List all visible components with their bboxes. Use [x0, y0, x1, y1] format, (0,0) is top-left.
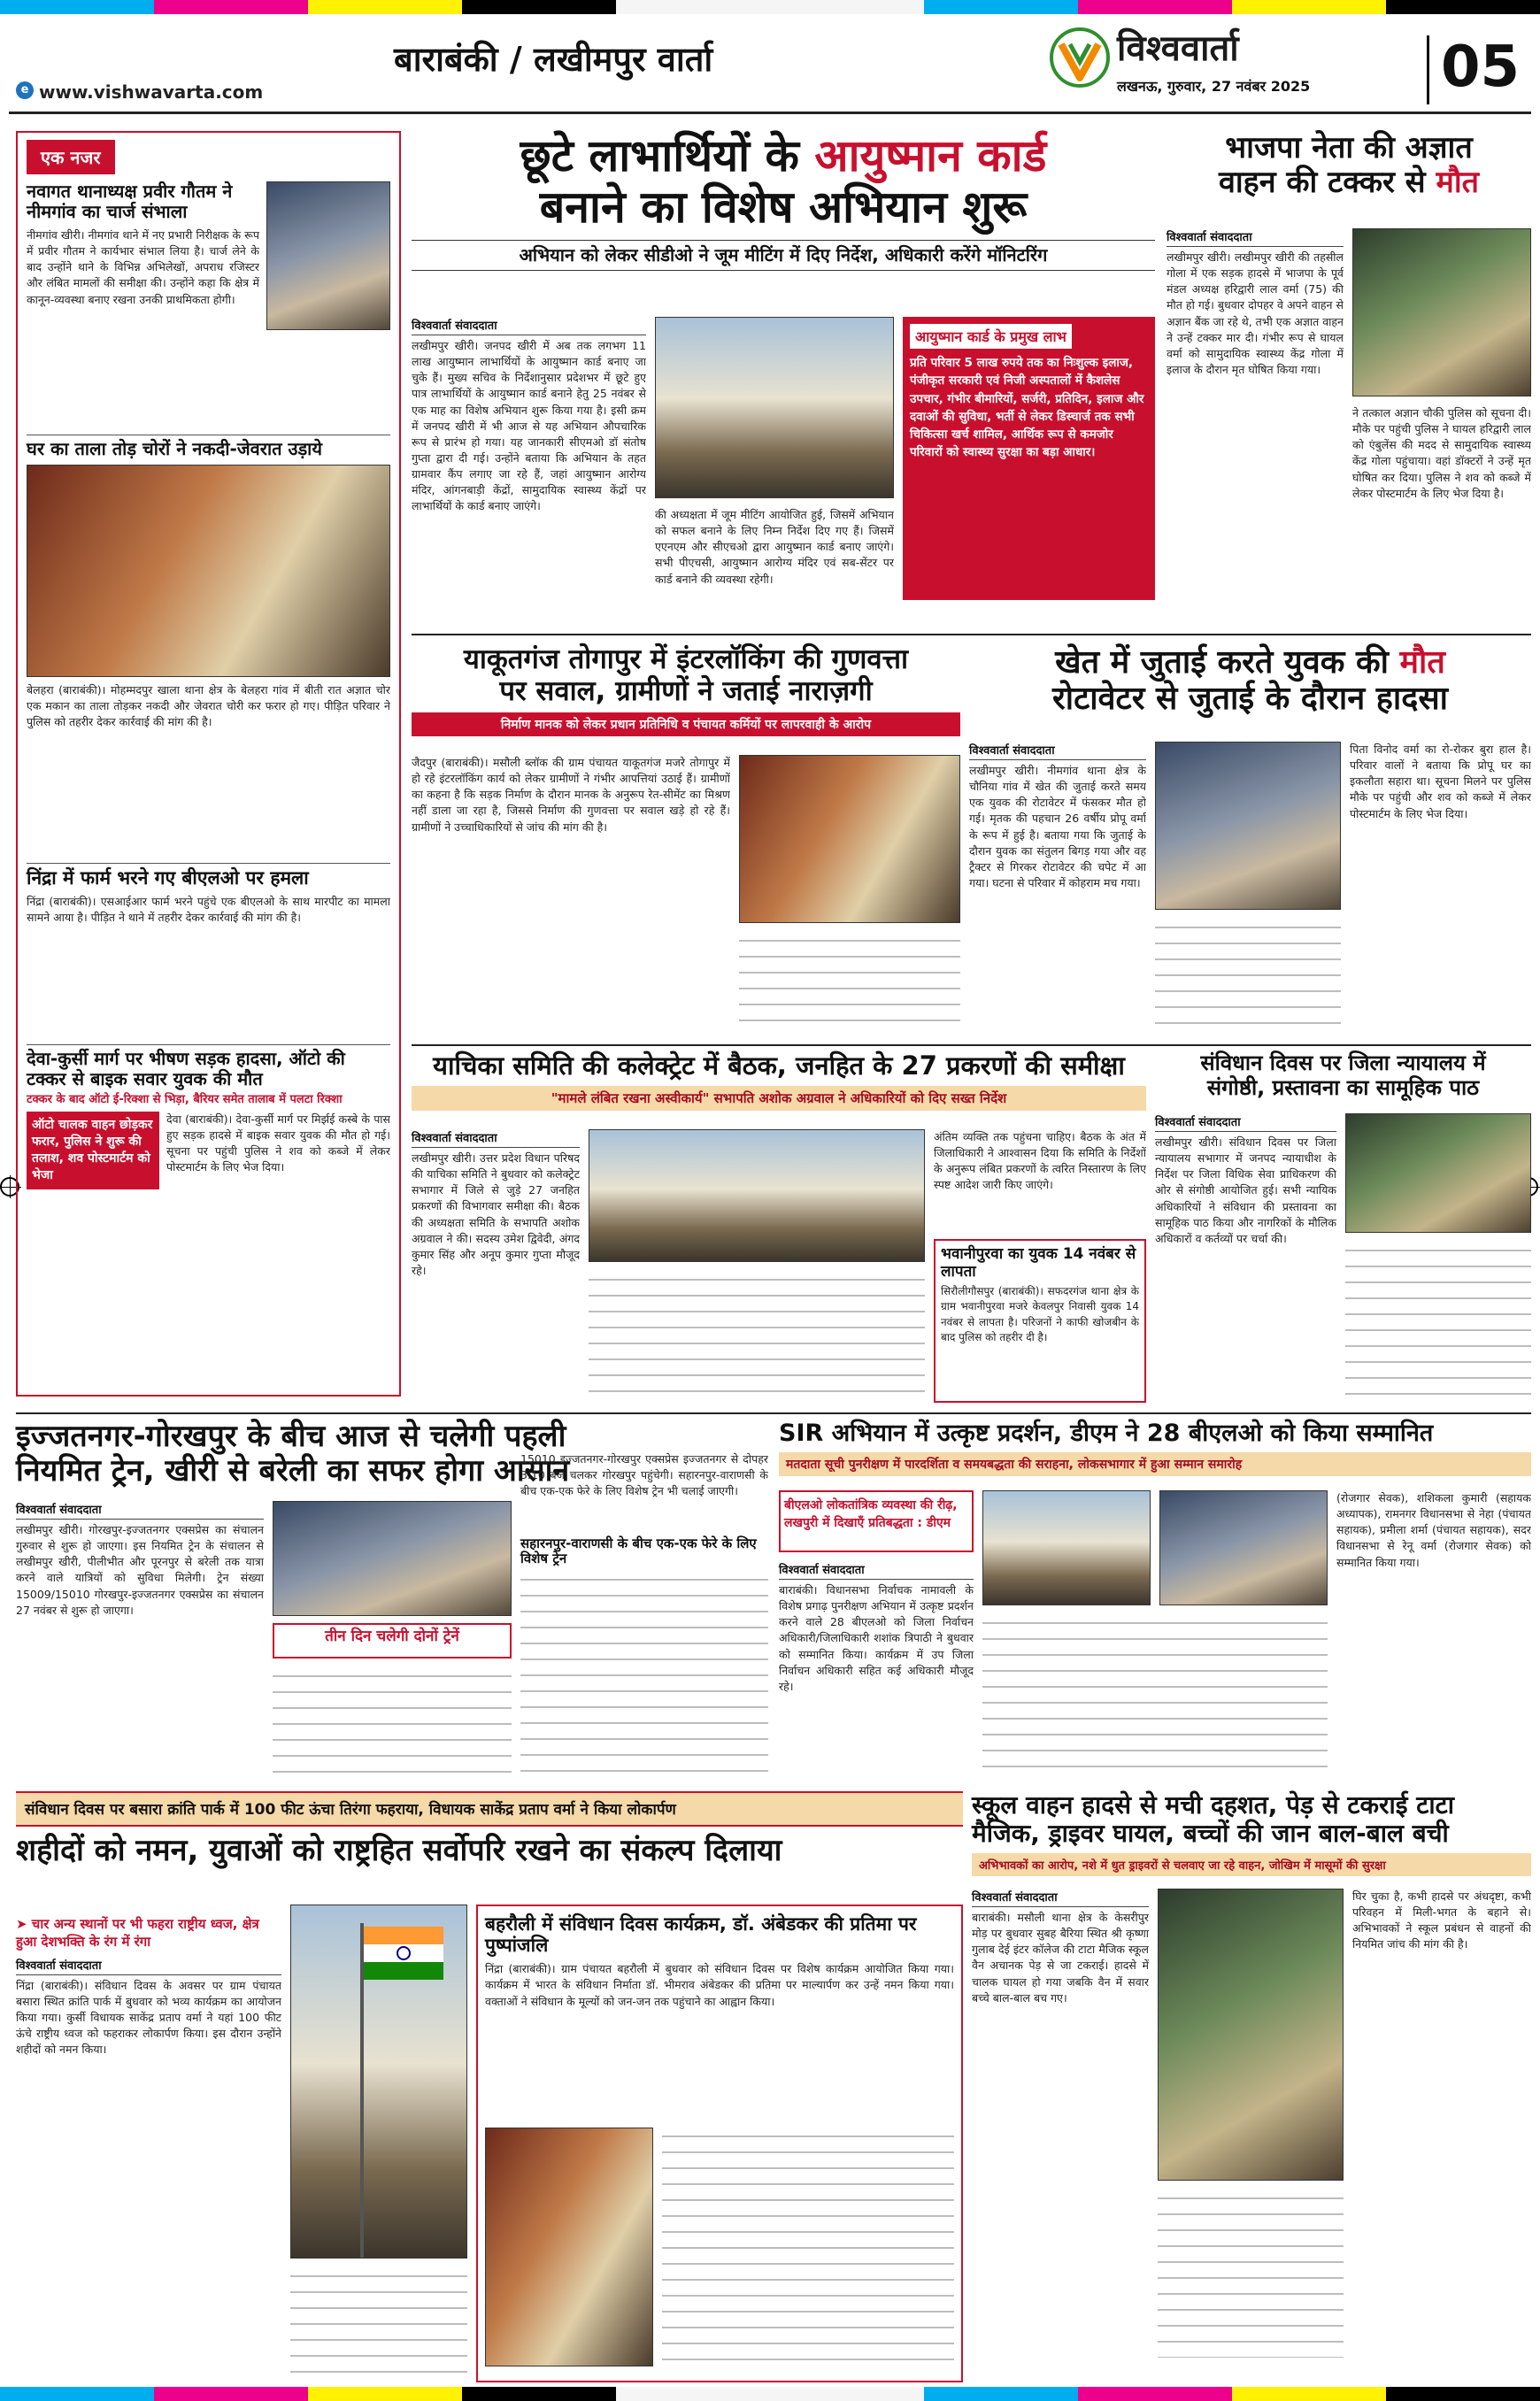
story1-body: नीमगांव खीरी। नीमगांव थाने में नए प्रभारी निरीक्षक के रूप में प्रवीर गौतम ने कार्यभार संभाल लिया है। चार्ज लेने के बाद उन्होंने थाने के विभिन्न अभिलेखों, अपराध रजिस्टर और लंबित मामलों की समीक्षा की। उन्होंने कहा कि क्षेत्र में कानून-व्यवस्था बनाए रखना उनकी प्राथमिकता होगी।	[27, 228, 259, 306]
lead-col3-body: की अध्यक्षता में जूम मीटिंग आयोजित हुई, जिसमें अभियान को सफल बनाने के लिए निम्न निर्देश दिए गए हैं। जिसमें एएनएम और सीएचओ द्वारा आयुष्मान कार्ड बनाए जाएंगे। सभी पीएचसी, आयुष्मान आरोग्य मंदिर एवं सब-सेंटर पर कार्ड बनाने की व्यवस्था रहेगी।	[655, 508, 894, 586]
bjp-headline-part2: वाहन की टक्कर से	[1218, 165, 1436, 201]
school-van-mid-text	[1158, 2189, 1344, 2358]
ek-nazar-label: एक नजर	[27, 140, 115, 174]
top-color-bar	[0, 0, 1540, 14]
rotavator-headline-line2: रोटावेटर से जुताई के दौरान हादसा	[1052, 681, 1448, 718]
lead-subhead: अभियान को लेकर सीडीओ ने जूम मीटिंग में दिए निर्देश, अधिकारी करेंगे मॉनिटरिंग	[412, 240, 1155, 271]
court-body: लखीमपुर खीरी। संविधान दिवस पर जिला न्यायालय सभागार में जनपद न्यायाधीश के निर्देश पर जिला विधिक सेवा प्राधिकरण की ओर से संगोष्ठी आयोजित हुई। सभी न्यायिक अधिकारियों ने संविधान की प्रस्तावना का सामूहिक पाठ किया और नागरिकों के मौलिक अधिकारों व कर्तव्यों पर चर्चा की।	[1155, 1135, 1336, 1245]
story3-body: निंद्रा (बाराबंकी)। एसआईआर फार्म भरने पहुंचे एक बीएलओ के साथ मारपीट का मामला सामने आया है। पीड़ित ने थाने में तहरीर देकर कार्रवाई की मांग की है।	[27, 895, 390, 925]
sir-headline: SIR अभियान में उत्कृष्ट प्रदर्शन, डीएम ने 28 बीएलओ को किया सम्मानित	[779, 1420, 1434, 1447]
sir-byline: विश्ववार्ता संवाददाता	[779, 1561, 974, 1580]
bjp-headline-highlight: मौत	[1436, 165, 1480, 201]
train-body: लखीमपुर खीरी। गोरखपुर-इज्जतनगर एक्सप्रेस का संचालन गुरुवार से शुरू हो जाएगा। इस नियमित ट्रेन के संचालन से लखीमपुर खीरी, पीलीभीत और पूरनपुर से बरेली तक यात्रा करने वाले यात्रियों को सुविधा मिलेगी। ट्रेन संख्या 15009/15010 गोरखपुर-इज्जतनगर एक्सप्रेस का संचालन 27 नवंबर से शुरू हो जाएगा।	[16, 1523, 264, 1617]
ambedkar-headline: बहरौली में संविधान दिवस कार्यक्रम, डॉ. अंबेडकर की प्रतिमा पर पुष्पांजलि	[485, 1913, 917, 1957]
brand-logo	[1049, 27, 1111, 88]
lead-headline-part1: छूटे लाभार्थियों के	[520, 130, 815, 181]
yachika-mid-text	[589, 1271, 925, 1399]
story4-kicker: टक्कर के बाद ऑटो ई-रिक्शा से भिड़ा, बैरियर समेत तालाब में पलटा रिक्शा	[27, 1093, 343, 1107]
bjp-headline-part1: भाजपा नेता की अज्ञात	[1225, 130, 1473, 165]
ambedkar-body: निंद्रा (बाराबंकी)। ग्राम पंचायत बहरौली में बुधवार को संविधान दिवस पर विशेष कार्यक्रम आयोजित किया गया। कार्यक्रम में भारत के संविधान निर्माता डॉ. भीमराव अंबेडकर की प्रतिमा पर माल्यार्पण कर उन्हें नमन किया गया। वक्ताओं ने संविधान के मूल्यों को जन-जन तक पहुंचाने का आह्वान किया।	[485, 1962, 954, 2008]
yachika-photo	[589, 1129, 925, 1262]
rotavator-headline	[969, 644, 1531, 718]
yachika-col1	[412, 1129, 580, 1403]
rotavator-headline-highlight: मौत	[1399, 644, 1445, 681]
school-van-redbar: अभिभावकों का आरोप, नशे में धुत ड्राइवरों से चलवाए जा रहे वाहन, जोखिम में मासूमों की सुरक्षा	[972, 1853, 1531, 1876]
flag-photo	[290, 1905, 467, 2259]
lead-body: लखीमपुर खीरी। जनपद खीरी में अब तक लगभग 11 लाख आयुष्मान लाभार्थियों के आयुष्मान कार्ड बनाए जा चुके हैं। मुख्य सचिव के निर्देशानुसार प्रदेशभर में छूटे हुए पात्र लाभार्थियों के आयुष्मान कार्ड बनाने हेतु 25 नवंबर से एक माह का विशेष अभियान शुरू किया गया है। इसी क्रम में जनपद खीरी में भी आज से यह अभियान औपचारिक रूप से प्रारंभ हो गया। यह जानकारी सीएमओ डॉ संतोष गुप्ता द्वारा दी गई। उन्होंने बताया कि अभियान के तहत ग्रामवार कैंप लगाए जा रहे हैं, जहां आयुष्मान आरोग्य मंदिर, आंगनबाड़ी केंद्रों, सामुदायिक स्वास्थ्य केंद्रों पर लाभार्थियों के कार्ड बनाए जाएंगे।	[412, 339, 646, 513]
story2-body: बेलहरा (बाराबंकी)। मोहम्मदपुर खाला थाना क्षेत्र के बेलहरा गांव में बीती रात अज्ञात चोर एक मकान का ताला तोड़कर नकदी और जेवरात चोरी कर फरार हो गए। पीड़ित परिवार ने पुलिस को तहरीर देकर कार्रवाई की मांग की है।	[27, 683, 390, 729]
school-van-headline-line2: मैजिक, ड्राइवर घायल, बच्चों की जान बाल-बाल बची	[972, 1819, 1449, 1849]
lead-photo	[655, 317, 894, 498]
dateline: लखनऊ, गुरुवार, 27 नवंबर 2025	[1117, 78, 1311, 95]
ambedkar-box	[476, 1905, 963, 2382]
yachika-body2: अंतिम व्यक्ति तक पहुंचना चाहिए। बैठक के अंत में जिलाधिकारी ने आश्वासन दिया कि समिति के निर्देशों के अनुरूप लंबित प्रकरणों के त्वरित निस्तारण के लिए स्पष्ट आदेश जारी किए जाएंगे।	[934, 1130, 1146, 1192]
school-van-col1	[972, 1889, 1149, 2379]
story4-headline: देवा-कुर्सी मार्ग पर भीषण सड़क हादसा, ऑटो की टक्कर से बाइक सवार युवक की मौत	[27, 1048, 345, 1090]
court-byline: विश्ववार्ता संवाददाता	[1155, 1113, 1336, 1132]
train-headline-line2: नियमित ट्रेन, खीरी से बरेली का सफर होगा आसान	[16, 1453, 570, 1489]
train-box2-title: सहारनपुर-वाराणसी के बीच एक-एक फेरे के लिए विशेष ट्रेन	[520, 1535, 757, 1567]
rotavator-headline-part1: खेत में जुताई करते युवक की	[1055, 644, 1400, 681]
togapur-headline-line1: याकूतगंज तोगापुर में इंटरलॉकिंग की गुणवत्ता	[463, 643, 909, 675]
brand-name: विश्ववार्ता	[1117, 28, 1239, 69]
burglary-photo	[27, 465, 390, 677]
school-van-headline	[972, 1791, 1531, 1848]
bjp-headline	[1167, 131, 1531, 200]
togapur-photo	[739, 755, 960, 923]
train-byline: विश्ववार्ता संवाददाता	[16, 1501, 264, 1520]
rotavator-body2: पिता विनोद वर्मा का रो-रोकर बुरा हाल है। परिवार वालों ने बताया कि प्रोपू घर का इकलौता सहारा था। सूचना मिलने पर पुलिस मौके पर पहुंची और शव को कब्जे में लेकर पोस्टमार्टम के लिए भेज दिया।	[1350, 743, 1531, 820]
rotavator-photo	[1155, 742, 1341, 910]
train-box	[273, 1623, 512, 1658]
ambedkar-photo	[485, 2128, 653, 2366]
togapur-headline	[412, 644, 960, 707]
train-headline-line1: इज्जतनगर-गोरखपुर के बीच आज से चलेगी पहली	[16, 1419, 566, 1454]
missing-body: सिरौलीगौसपुर (बाराबंकी)। सफदरगंज थाना क्षेत्र के ग्राम भवानीपुरवा मजरे केवलपुर निवासी युवक 14 नवंबर से लापता है। परिजनों ने काफी खोजबीन के बाद पुलिस को तहरीर दी है।	[941, 1285, 1139, 1344]
sir-body: बाराबंकी। विधानसभा निर्वाचक नामावली के विशेष प्रगाढ़ पुनरीक्षण अभियान में उत्कृष्ट प्रदर्शन करने वाले 28 बीएलओ को जिला निर्वाचन अधिकारी/जिलाधिकारी शशांक त्रिपाठी ने बुधवार को सम्मानित किया। कार्यक्रम में उप जिला निर्वाचन अधिकारी सहित कई अधिकारी मौजूद रहे।	[779, 1583, 974, 1693]
court-headline-line1: संविधान दिवस पर जिला न्यायालय में	[1200, 1050, 1486, 1075]
court-headline-line2: संगोष्ठी, प्रस्तावना का सामूहिक पाठ	[1206, 1074, 1480, 1100]
bottom-color-bar	[0, 2387, 1540, 2401]
yachika-body: लखीमपुर खीरी। उत्तर प्रदेश विधान परिषद की याचिका समिति ने बुधवार को कलेक्ट्रेट सभागार में जिले से जुड़े 27 जनहित प्रकरणों की विभागवार समीक्षा की। बैठक की अध्यक्षता समिति के सभापति अशोक अग्रवाल ने की। सदस्य उमेश द्विवेदी, अंगद कुमार सिंह और अनूप कुमार गुप्ता मौजूद रहे।	[412, 1151, 580, 1277]
bjp-story	[1167, 131, 1531, 627]
yachika-redbar: "मामले लंबित रखना अस्वीकार्य" सभापति अशोक अग्रवाल ने अधिकारियों को दिए सख्त निर्देश	[412, 1086, 1146, 1111]
sir-photo-1	[982, 1490, 1151, 1605]
rotavator-byline: विश्ववार्ता संवाददाता	[969, 742, 1146, 760]
rotavator-story	[969, 644, 1531, 1038]
shaheed-bullet-text: चार अन्य स्थानों पर भी फहरा राष्ट्रीय ध्वज, क्षेत्र हुआ देशभक्ति के रंग में रंगा	[16, 1916, 259, 1951]
lead-headline-highlight: आयुष्मान कार्ड	[814, 130, 1047, 181]
school-van-story	[972, 1791, 1531, 2391]
train-col1	[16, 1501, 264, 1779]
lead-info-box	[903, 317, 1155, 600]
yachika-story	[412, 1051, 1146, 1405]
bjp-body: लखीमपुर खीरी। लखीमपुर खीरी की तहसील गोला में एक सड़क हादसे में भाजपा के पूर्व मंडल अध्यक्ष हरिद्वारी लाल वर्मा (75) की मौत हो गई। बुधवार दोपहर वे अपने वाहन से अज्ञान बैंक जा रहे थे, तभी एक अज्ञात वाहन ने उन्हें टक्कर मार दी। गंभीर रूप से घायल वर्मा को सामुदायिक स्वास्थ्य केंद्र गोला में इलाज के दौरान मृत घोषित किया गया।	[1167, 250, 1344, 376]
masthead-rule	[9, 112, 1531, 114]
train-story	[16, 1420, 768, 1782]
sir-photo-2	[1159, 1490, 1328, 1605]
sho-photo	[266, 181, 390, 330]
train-col2-text	[273, 1667, 512, 1774]
shaheed-byline: विश्ववार्ता संवाददाता	[16, 1957, 281, 1975]
train-col3-text	[520, 1571, 768, 1774]
train-box-title: तीन दिन चलेगी दोनों ट्रेनें	[325, 1628, 459, 1645]
sir-quote-text: बीएलओ लोकतांत्रिक व्यवस्था की रीढ़, लखपुरी में दिखाएँ प्रतिबद्धता : डीएम	[784, 1498, 958, 1531]
story3-headline: निंद्रा में फार्म भरने गए बीएलओ पर हमला	[27, 867, 309, 889]
court-photo	[1345, 1113, 1531, 1233]
togapur-body: जैदपुर (बाराबंकी)। मसौली ब्लॉक की ग्राम पंचायत याकूतगंज मजरे तोगापुर में हो रहे इंटरलॉकिंग कार्य को लेकर ग्रामीणों ने गंभीर आपत्तियां उठाई हैं। ग्रामीणों का कहना है कि सड़क निर्माण के दौरान मानक के अनुरूप रेत-सीमेंट का मिश्रण नहीं डाला जा रहा है, जिससे निर्माण की गुणवत्ता पर सवाल खड़े हो रहे हैं। ग्रामीणों ने उच्चाधिकारियों से जांच की मांग की है।	[412, 756, 730, 834]
court-story	[1155, 1051, 1531, 1405]
togapur-headline-line2: पर सवाल, ग्रामीणों ने जताई नाराज़गी	[499, 674, 873, 707]
bjp-col1	[1167, 228, 1344, 621]
train-col3	[520, 1451, 768, 1774]
lead-headline	[412, 131, 1155, 233]
rotavator-body: लखीमपुर खीरी। नीमगांव थाना क्षेत्र के चौनिया गांव में खेत की जुताई करते समय एक युवक की रोटावेटर में फंसकर मौत हो गई। मृतक की पहचान 26 वर्षीय प्रोपू वर्मा के रूप में हुई है। बताया गया कि जुताई के दौरान युवक का संतुलन बिगड़ गया और वह ट्रैक्टर से गिरकर रोटावेटर की चपेट में आ गया। घटना से परिवार में कोहराम मच गया।	[969, 764, 1146, 889]
sir-mid-text	[982, 1614, 1328, 1774]
ek-nazar-column	[16, 131, 401, 1397]
sir-story	[779, 1420, 1531, 1782]
lead-story	[412, 131, 1155, 627]
flag-icon	[291, 1905, 467, 2259]
train-body2: 15010 इज्जतनगर-गोरखपुर एक्सप्रेस इज्जतनगर से दोपहर 3.10 बजे चलकर गोरखपुर पहुंचेगी। सहारनपुर-वाराणसी के बीच एक-एक फेरे के लिए विशेष ट्रेन भी चलाई जाएगी।	[520, 1452, 768, 1498]
yachika-headline: याचिका समिति की कलेक्ट्रेट में बैठक, जनहित के 27 प्रकरणों की समीक्षा	[433, 1050, 1125, 1081]
court-col1	[1155, 1113, 1336, 1400]
shaheed-bullet: ➤ चार अन्य स्थानों पर भी फहरा राष्ट्रीय ध्वज, क्षेत्र हुआ देशभक्ति के रंग में रंगा	[16, 1916, 259, 1951]
school-van-body2: घिर चुका है, कभी हादसे पर अंधदृष्टा, कभी परिवहन में मिली-भगत के बहाने से। अभिभावकों ने स्कूल प्रबंधन से वाहनों की नियमित जांच की मांग की है।	[1352, 1889, 1531, 1951]
story2-headline: घर का ताला तोड़ चोरों ने नकदी-जेवरात उड़ाये	[27, 438, 322, 459]
sir-col1	[779, 1561, 974, 1777]
school-van-byline: विश्ववार्ता संवाददाता	[972, 1889, 1149, 1907]
website-icon: e	[16, 81, 34, 99]
court-headline	[1155, 1051, 1531, 1100]
bjp-byline: विश्ववार्ता संवाददाता	[1167, 228, 1344, 247]
lead-headline-part2: बनाने का विशेष अभियान शुरू	[539, 181, 1028, 233]
lead-col1	[412, 317, 646, 621]
rule-mid-2	[412, 1044, 1531, 1046]
togapur-story	[412, 644, 960, 1038]
section-title: बाराबंकी / लखीमपुर वार्ता	[394, 40, 713, 79]
yachika-byline: विश्ववार्ता संवाददाता	[412, 1129, 580, 1148]
togapur-redbar: निर्माण मानक को लेकर प्रधान प्रतिनिधि व पंचायत कर्मियों पर लापरवाही के आरोप	[412, 712, 960, 736]
sir-body2: (रोजगार सेवक), शशिकला कुमारी (सहायक अध्यापक), रामनगर विधानसभा से नेहा (पंचायत सहायक), प्रमीला शर्मा (पंचायत सहायक), सदर विधानसभा से रेनू वर्मा (रोजगार सेवक) को सम्मानित किया गया।	[1336, 1491, 1531, 1569]
shaheed-story	[16, 1834, 963, 2391]
lead-info-title: आयुष्मान कार्ड के प्रमुख लाभ	[910, 324, 1072, 349]
shaheed-col2-text	[290, 2267, 467, 2382]
missing-headline: भवानीपुरवा का युवक 14 नवंबर से लापता	[941, 1245, 1136, 1281]
bjp-photo	[1352, 228, 1531, 396]
bjp-body2: ने तत्काल अज्ञान चौकी पुलिस को सूचना दी। मौके पर पहुंची पुलिस ने घायल हरिद्वारी लाल को एंबुलेंस की मदद से सामुदायिक स्वास्थ्य केंद्र गोला पहुंचाया। वहां डॉक्टरों ने उन्हें मृत घोषित कर दिया। पुलिस ने शव को कब्जे में लेकर पोस्टमार्टम के लिए भेज दिया है।	[1352, 406, 1531, 500]
lead-info-body: प्रति परिवार 5 लाख रुपये तक का निःशुल्क इलाज, पंजीकृत सरकारी एवं निजी अस्पतालों में कैशलेस उपचार, गंभीर बीमारियों, सर्जरी, प्रतिदिन, इलाज और दवाओं की सुविधा, भर्ती से लेकर डिस्चार्ज तक सभी चिकित्सा खर्च शामिल, आर्थिक रूप से कमजोर परिवारों को स्वास्थ्य सुरक्षा का बड़ा आधार।	[910, 356, 1144, 460]
sir-quote	[779, 1490, 974, 1552]
togapur-col-text	[739, 932, 960, 1034]
school-van-body: बाराबंकी। मसौली थाना क्षेत्र के केसरीपुर मोड़ पर बुधवार सुबह बैरिया स्थित श्री कृष्णा गुलाब देई इंटर कॉलेज की टाटा मैजिक स्कूल वैन अचानक पेड़ से जा टकराई। हादसे में चालक घायल हो गया जबकि वैन में सवार बच्चे बाल-बाल बच गए।	[972, 1911, 1149, 2005]
sir-redbar: मतदाता सूची पुनरीक्षण में पारदर्शिता व समयबद्धता की सराहना, लोकसभागार में हुआ सम्मान समारोह	[779, 1452, 1531, 1476]
rule-mid-3	[16, 1412, 1531, 1414]
website-url[interactable]: www.vishwavarta.com	[39, 81, 264, 103]
bottom-strip-text: संविधान दिवस पर बसारा क्रांति पार्क में 100 फीट ऊंचा तिरंगा फहराया, विधायक साकेंद्र प्रताप वर्मा ने किया लोकार्पण	[25, 1801, 676, 1819]
shaheed-col1	[16, 1915, 281, 2332]
story4-body: देवा (बाराबंकी)। देवा-कुर्सी मार्ग पर मिर्झई कस्बे के पास हुए सड़क हादसे में बाइक सवार युवक की मौत हो गई। सूचना पर पहुंची पुलिस ने शव को कब्जे में लेकर पोस्टमार्टम के लिए भेज दिया।	[166, 1112, 390, 1174]
rotavator-col1	[969, 742, 1146, 1037]
school-van-photo	[1158, 1889, 1344, 2181]
page-number-divider	[1427, 35, 1429, 104]
masthead	[0, 0, 1540, 122]
shaheed-headline: शहीदों को नमन, युवाओं को राष्ट्रहित सर्वोपरि रखने का संकल्प दिलाया	[16, 1833, 782, 1868]
court-col-text	[1345, 1242, 1531, 1397]
rule-mid-top	[412, 634, 1531, 635]
bottom-strip	[16, 1791, 963, 1827]
school-van-headline-line1: स्कूल वाहन हादसे से मची दहशत, पेड़ से टकराई टाटा	[972, 1790, 1454, 1820]
ambedkar-text-fill	[662, 2128, 954, 2366]
story4-box: ऑटो चालक वाहन छोड़कर फरार, पुलिस ने शुरू की तलाश, शव पोस्टमार्टम को भेजा	[27, 1112, 159, 1189]
missing-box	[934, 1239, 1146, 1403]
story1-headline: नवागत थानाध्यक्ष प्रवीर गौतम ने नीमगांव का चार्ज संभाला	[27, 181, 233, 222]
rotavator-mid-text	[1155, 919, 1341, 1029]
train-photo	[273, 1501, 512, 1616]
page-number: 05	[1441, 35, 1521, 100]
lead-byline: विश्ववार्ता संवाददाता	[412, 317, 646, 335]
shaheed-body: निंद्रा (बाराबंकी)। संविधान दिवस के अवसर पर ग्राम पंचायत बसारा स्थित क्रांति पार्क में बुधवार को भव्य कार्यक्रम का आयोजन किया गया। कुर्सी विधायक साकेंद्र प्रताप वर्मा ने यहां 100 फीट ऊंचे राष्ट्रीय ध्वज को फहराकर लोकार्पण किया। इस दौरान उन्होंने शहीदों को नमन किया।	[16, 1978, 281, 2056]
